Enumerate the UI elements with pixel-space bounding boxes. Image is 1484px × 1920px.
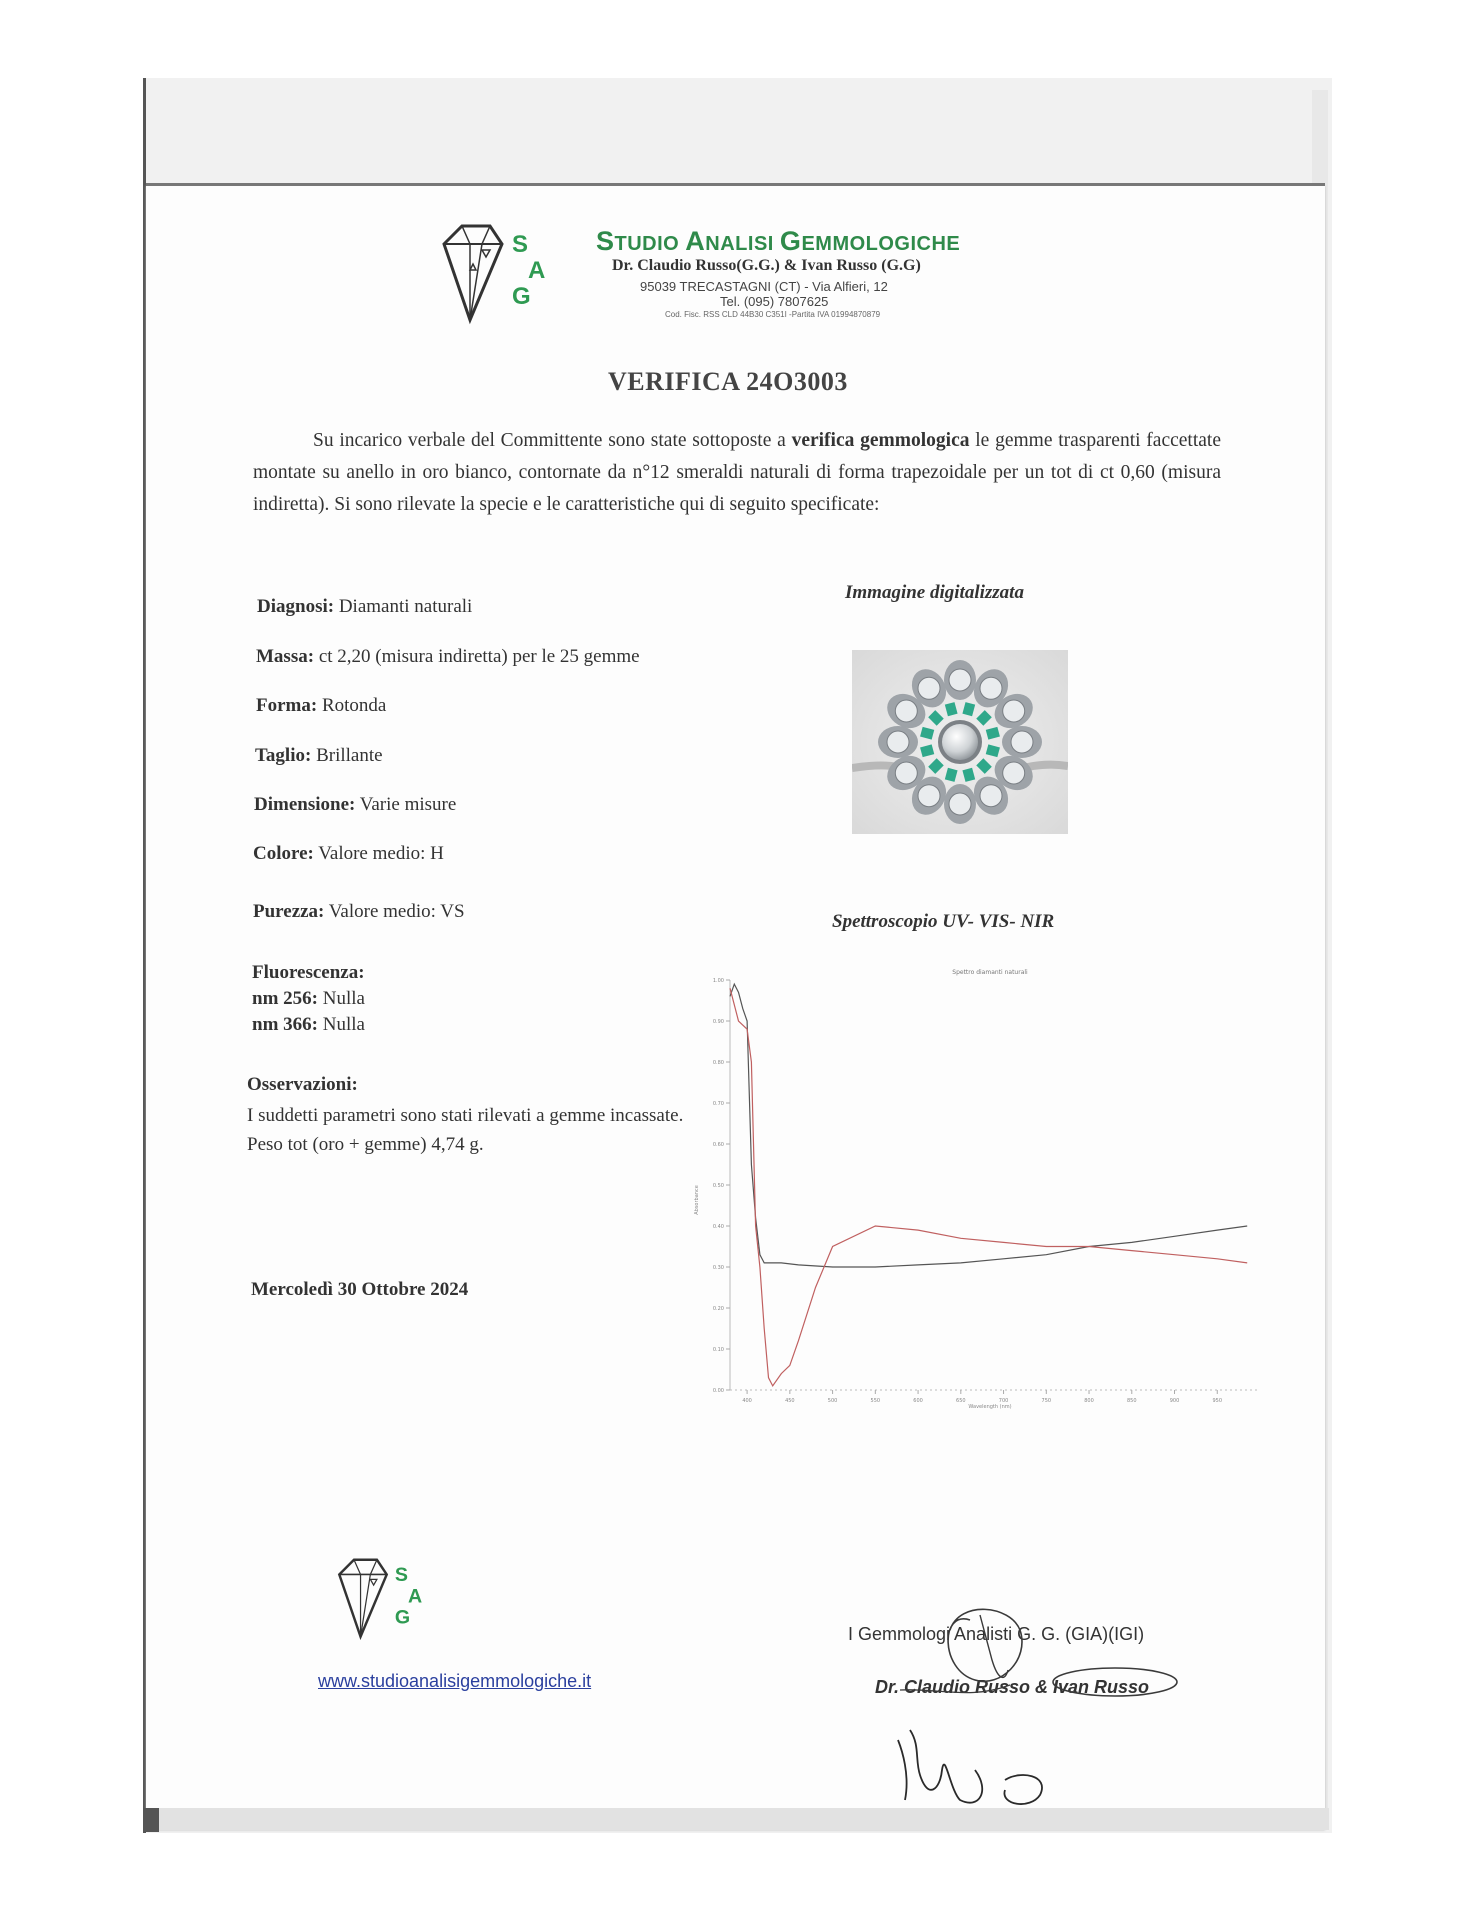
- ring-diamond: [1003, 762, 1025, 784]
- y-tick-label: 0.80: [712, 1060, 724, 1066]
- gemmologi-line: I Gemmologi Analisti G. G. (GIA)(IGI): [848, 1624, 1145, 1644]
- ring-photo: [852, 650, 1068, 834]
- scan-corner-mark: [143, 1808, 159, 1832]
- field-taglio: Taglio: Brillante: [255, 745, 383, 766]
- footer-logo-letter-s: S: [394, 1564, 409, 1586]
- field-purezza: Purezza: Valore medio: VS: [253, 901, 465, 922]
- y-tick-label: 0.30: [712, 1265, 724, 1271]
- ring-diamond: [918, 785, 940, 807]
- y-tick-label: 0.60: [712, 1142, 724, 1148]
- y-tick-label: 0.10: [712, 1347, 724, 1353]
- y-tick-label: 0.50: [712, 1183, 724, 1189]
- fiscal-code-line: Cod. Fisc. RSS CLD 44B30 C351I -Partita IVA 01994870879: [665, 310, 881, 319]
- spectrum-series-1: [730, 984, 1247, 1267]
- x-tick-label: 400: [742, 1398, 752, 1404]
- ring-diamond: [949, 669, 971, 691]
- chart-title: Spettro diamanti naturali: [952, 969, 1028, 976]
- field-diagnosi: Diagnosi: Diamanti naturali: [257, 596, 473, 617]
- signers-line: Dr. Claudio Russo & Ivan Russo: [875, 1677, 1150, 1697]
- ring-diamond: [980, 677, 1002, 699]
- logo-letter-g: G: [512, 283, 531, 310]
- y-tick-label: 1.00: [712, 978, 724, 984]
- logo-letter-a: A: [528, 257, 546, 284]
- logo-letter-s: S: [512, 231, 529, 258]
- doctors-line: Dr. Claudio Russo(G.G.) & Ivan Russo (G.G): [612, 257, 921, 274]
- field-colore: Colore: Valore medio: H: [253, 843, 444, 864]
- x-tick-label: 700: [998, 1398, 1009, 1404]
- ring-diamond: [1003, 700, 1025, 722]
- scan-fold-edge: [146, 183, 1325, 186]
- x-axis-label: Wavelength (nm): [968, 1404, 1012, 1410]
- field-dimensione: Dimensione: Varie misure: [254, 794, 457, 815]
- footer-logo-letter-g: G: [394, 1606, 411, 1629]
- y-tick-label: 0.90: [712, 1019, 724, 1025]
- y-tick-label: 0.20: [712, 1306, 724, 1312]
- spectrum-series-2: [730, 988, 1247, 1386]
- y-tick-label: 0.00: [712, 1388, 724, 1394]
- x-tick-label: 850: [1127, 1398, 1137, 1404]
- phone-line: Tel. (095) 7807625: [720, 294, 829, 309]
- ring-diamond: [949, 793, 971, 815]
- handwritten-signature: [880, 1600, 1200, 1830]
- x-tick-label: 550: [870, 1398, 881, 1404]
- y-tick-label: 0.70: [712, 1101, 724, 1107]
- x-tick-label: 950: [1212, 1398, 1223, 1404]
- x-tick-label: 450: [785, 1398, 795, 1404]
- field-forma: Forma: Rotonda: [256, 695, 387, 716]
- x-tick-label: 500: [827, 1398, 838, 1404]
- x-tick-label: 650: [956, 1398, 966, 1404]
- y-axis-label: Absorbance: [694, 1185, 700, 1215]
- field-nm256: nm 256: Nulla: [252, 988, 365, 1009]
- field-massa: Massa: ct 2,20 (misura indiretta) per le 25 gemme: [256, 646, 640, 667]
- observations-heading: Osservazioni:: [247, 1074, 358, 1095]
- intro-paragraph: Su incarico verbale del Committente sono state sottoposte a verifica gemmologica le gemme trasparenti faccettate montate su anello in oro bianco, contornate da n°12 smeraldi naturali di forma trapezoidale per un tot di ct 0,60 (misura indiretta). Si sono rilevate la specie e le caratteristiche qui di seguito specificate:: [253, 430, 1221, 515]
- address-line: 95039 TRECASTAGNI (CT) - Via Alfieri, 12: [640, 279, 888, 294]
- ring-diamond: [1011, 731, 1033, 753]
- studio-name: STUDIO ANALISI GEMMOLOGICHE: [596, 226, 961, 256]
- spectrum-caption: Spettroscopio UV- VIS- NIR: [832, 911, 1055, 932]
- x-tick-label: 600: [913, 1398, 923, 1404]
- spectrum-chart: [690, 960, 1270, 1410]
- field-nm366: nm 366: Nulla: [252, 1014, 365, 1035]
- ring-diamond: [895, 762, 917, 784]
- footer-logo-letter-a: A: [408, 1585, 423, 1608]
- sag-logo-footer-icon: [336, 1556, 426, 1642]
- field-fluorescenza-heading: Fluorescenza:: [252, 962, 365, 983]
- x-tick-label: 800: [1084, 1398, 1094, 1404]
- ring-diamond: [918, 677, 940, 699]
- observations-text: I suddetti parametri sono stati rilevati a gemme incassate. Peso tot (oro + gemme) 4,74 g.: [247, 1105, 684, 1155]
- document-title: VERIFICA 24O3003: [608, 367, 848, 396]
- y-tick-label: 0.40: [712, 1224, 724, 1230]
- x-tick-label: 750: [1041, 1398, 1052, 1404]
- website-link[interactable]: www.studioanalisigemmologiche.it: [318, 1671, 592, 1691]
- image-caption: Immagine digitalizzata: [845, 582, 1024, 603]
- x-tick-label: 900: [1169, 1398, 1180, 1404]
- ring-diamond: [887, 731, 909, 753]
- document-date: Mercoledì 30 Ottobre 2024: [251, 1279, 469, 1300]
- sag-logo-icon: [440, 222, 550, 326]
- ring-diamond: [895, 700, 917, 722]
- ring-diamond: [980, 785, 1002, 807]
